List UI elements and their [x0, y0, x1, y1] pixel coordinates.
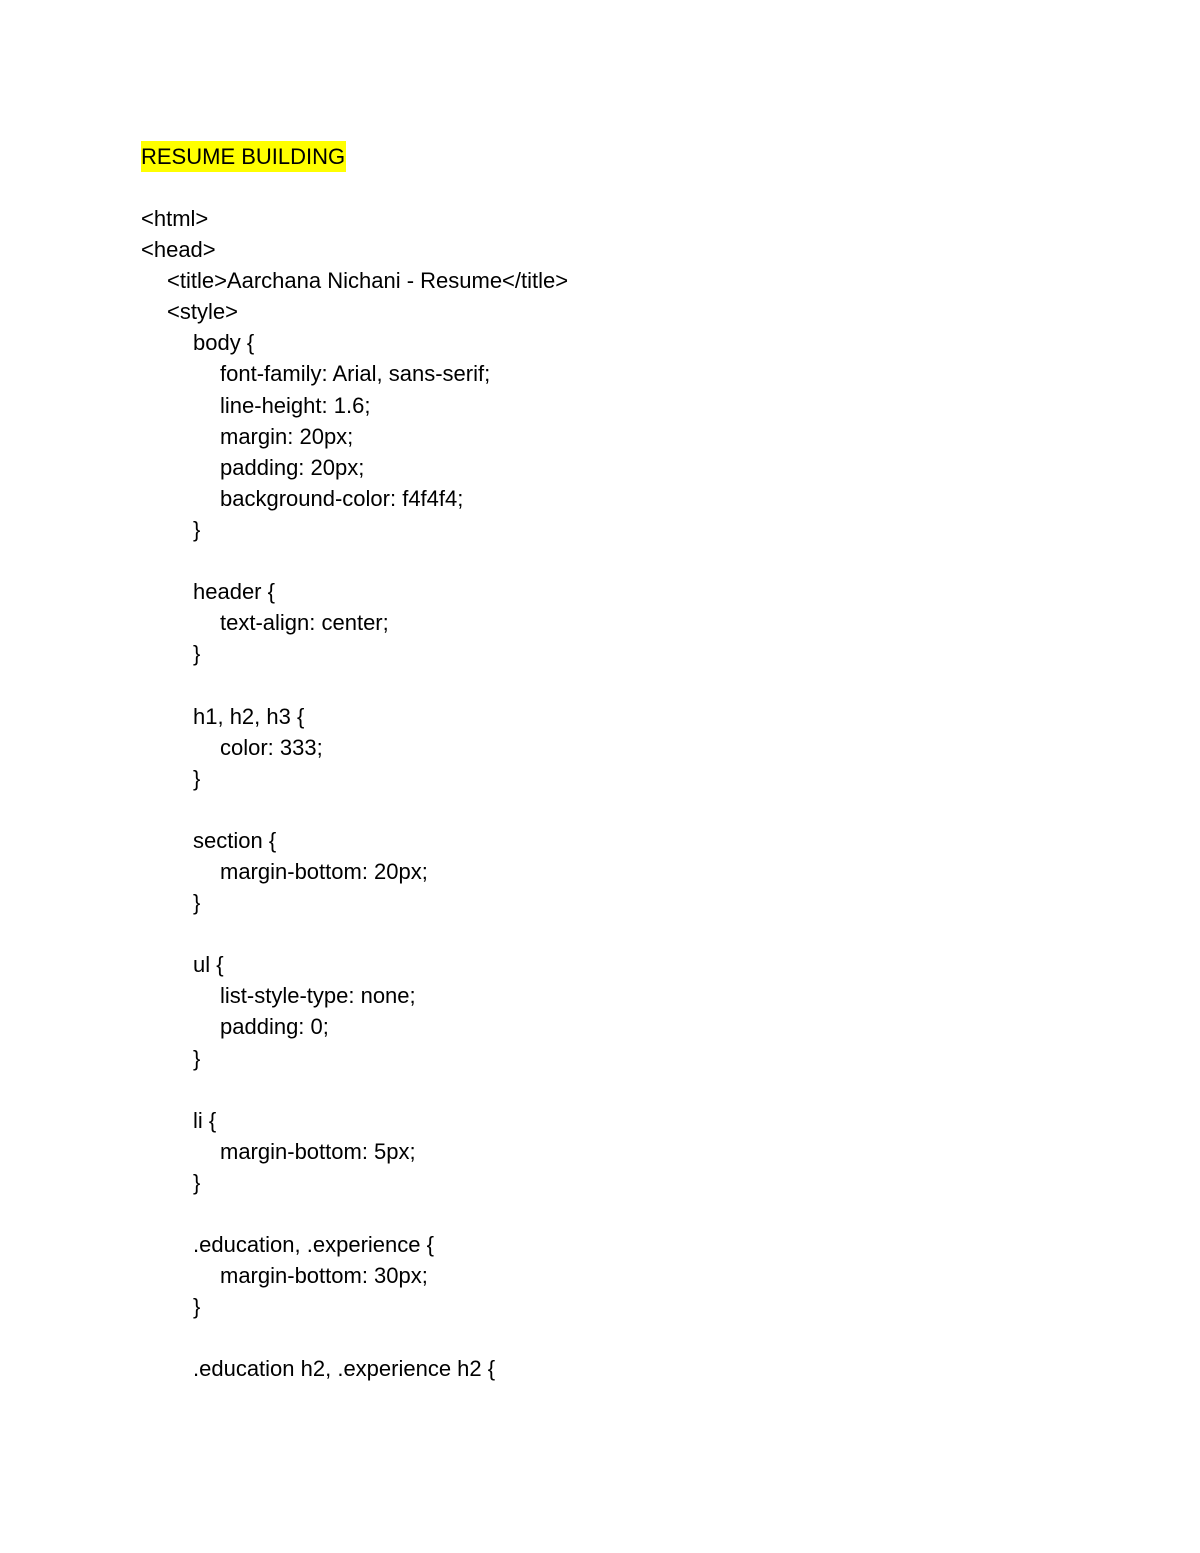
code-line: margin: 20px; — [220, 423, 354, 449]
code-line: <title>Aarchana Nichani - Resume</title> — [167, 268, 569, 294]
code-line: } — [193, 641, 201, 667]
code-line: section { — [193, 827, 277, 853]
code-line: padding: 0; — [220, 1014, 329, 1040]
code-line: } — [193, 1169, 201, 1195]
code-line: } — [193, 890, 201, 916]
code-line: <head> — [141, 237, 216, 263]
code-line: <html> — [141, 206, 209, 231]
code-line: header { — [193, 579, 275, 605]
code-line — [141, 669, 568, 700]
code-line: margin-bottom: 20px; — [220, 858, 428, 884]
code-line: margin-bottom: 5px; — [220, 1138, 416, 1164]
code-line — [141, 918, 568, 949]
code-line: } — [193, 1294, 201, 1320]
code-line: margin-bottom: 30px; — [220, 1263, 428, 1289]
code-line — [141, 1322, 568, 1353]
code-line: color: 333; — [220, 734, 323, 760]
code-line: .education h2, .experience h2 { — [193, 1356, 496, 1382]
code-line — [141, 794, 568, 825]
code-line: line-height: 1.6; — [220, 392, 371, 418]
code-line: text-align: center; — [220, 610, 389, 636]
code-line: ul { — [193, 952, 224, 978]
code-line: padding: 20px; — [220, 454, 365, 480]
code-line: li { — [193, 1107, 217, 1133]
code-line: .education, .experience { — [193, 1232, 434, 1258]
code-line — [141, 1074, 568, 1105]
code-line: body { — [193, 330, 255, 356]
code-line: font-family: Arial, sans-serif; — [220, 361, 491, 387]
code-line: } — [193, 1045, 201, 1071]
code-line — [141, 1198, 568, 1229]
document-title: RESUME BUILDING — [141, 141, 346, 172]
code-line: h1, h2, h3 { — [193, 703, 305, 729]
code-line: <style> — [167, 299, 238, 325]
code-line: } — [193, 516, 201, 542]
code-line — [141, 545, 568, 576]
code-line: background-color: f4f4f4; — [220, 485, 464, 511]
code-line: list-style-type: none; — [220, 983, 416, 1009]
code-listing — [141, 203, 568, 1385]
code-line: } — [193, 765, 201, 791]
